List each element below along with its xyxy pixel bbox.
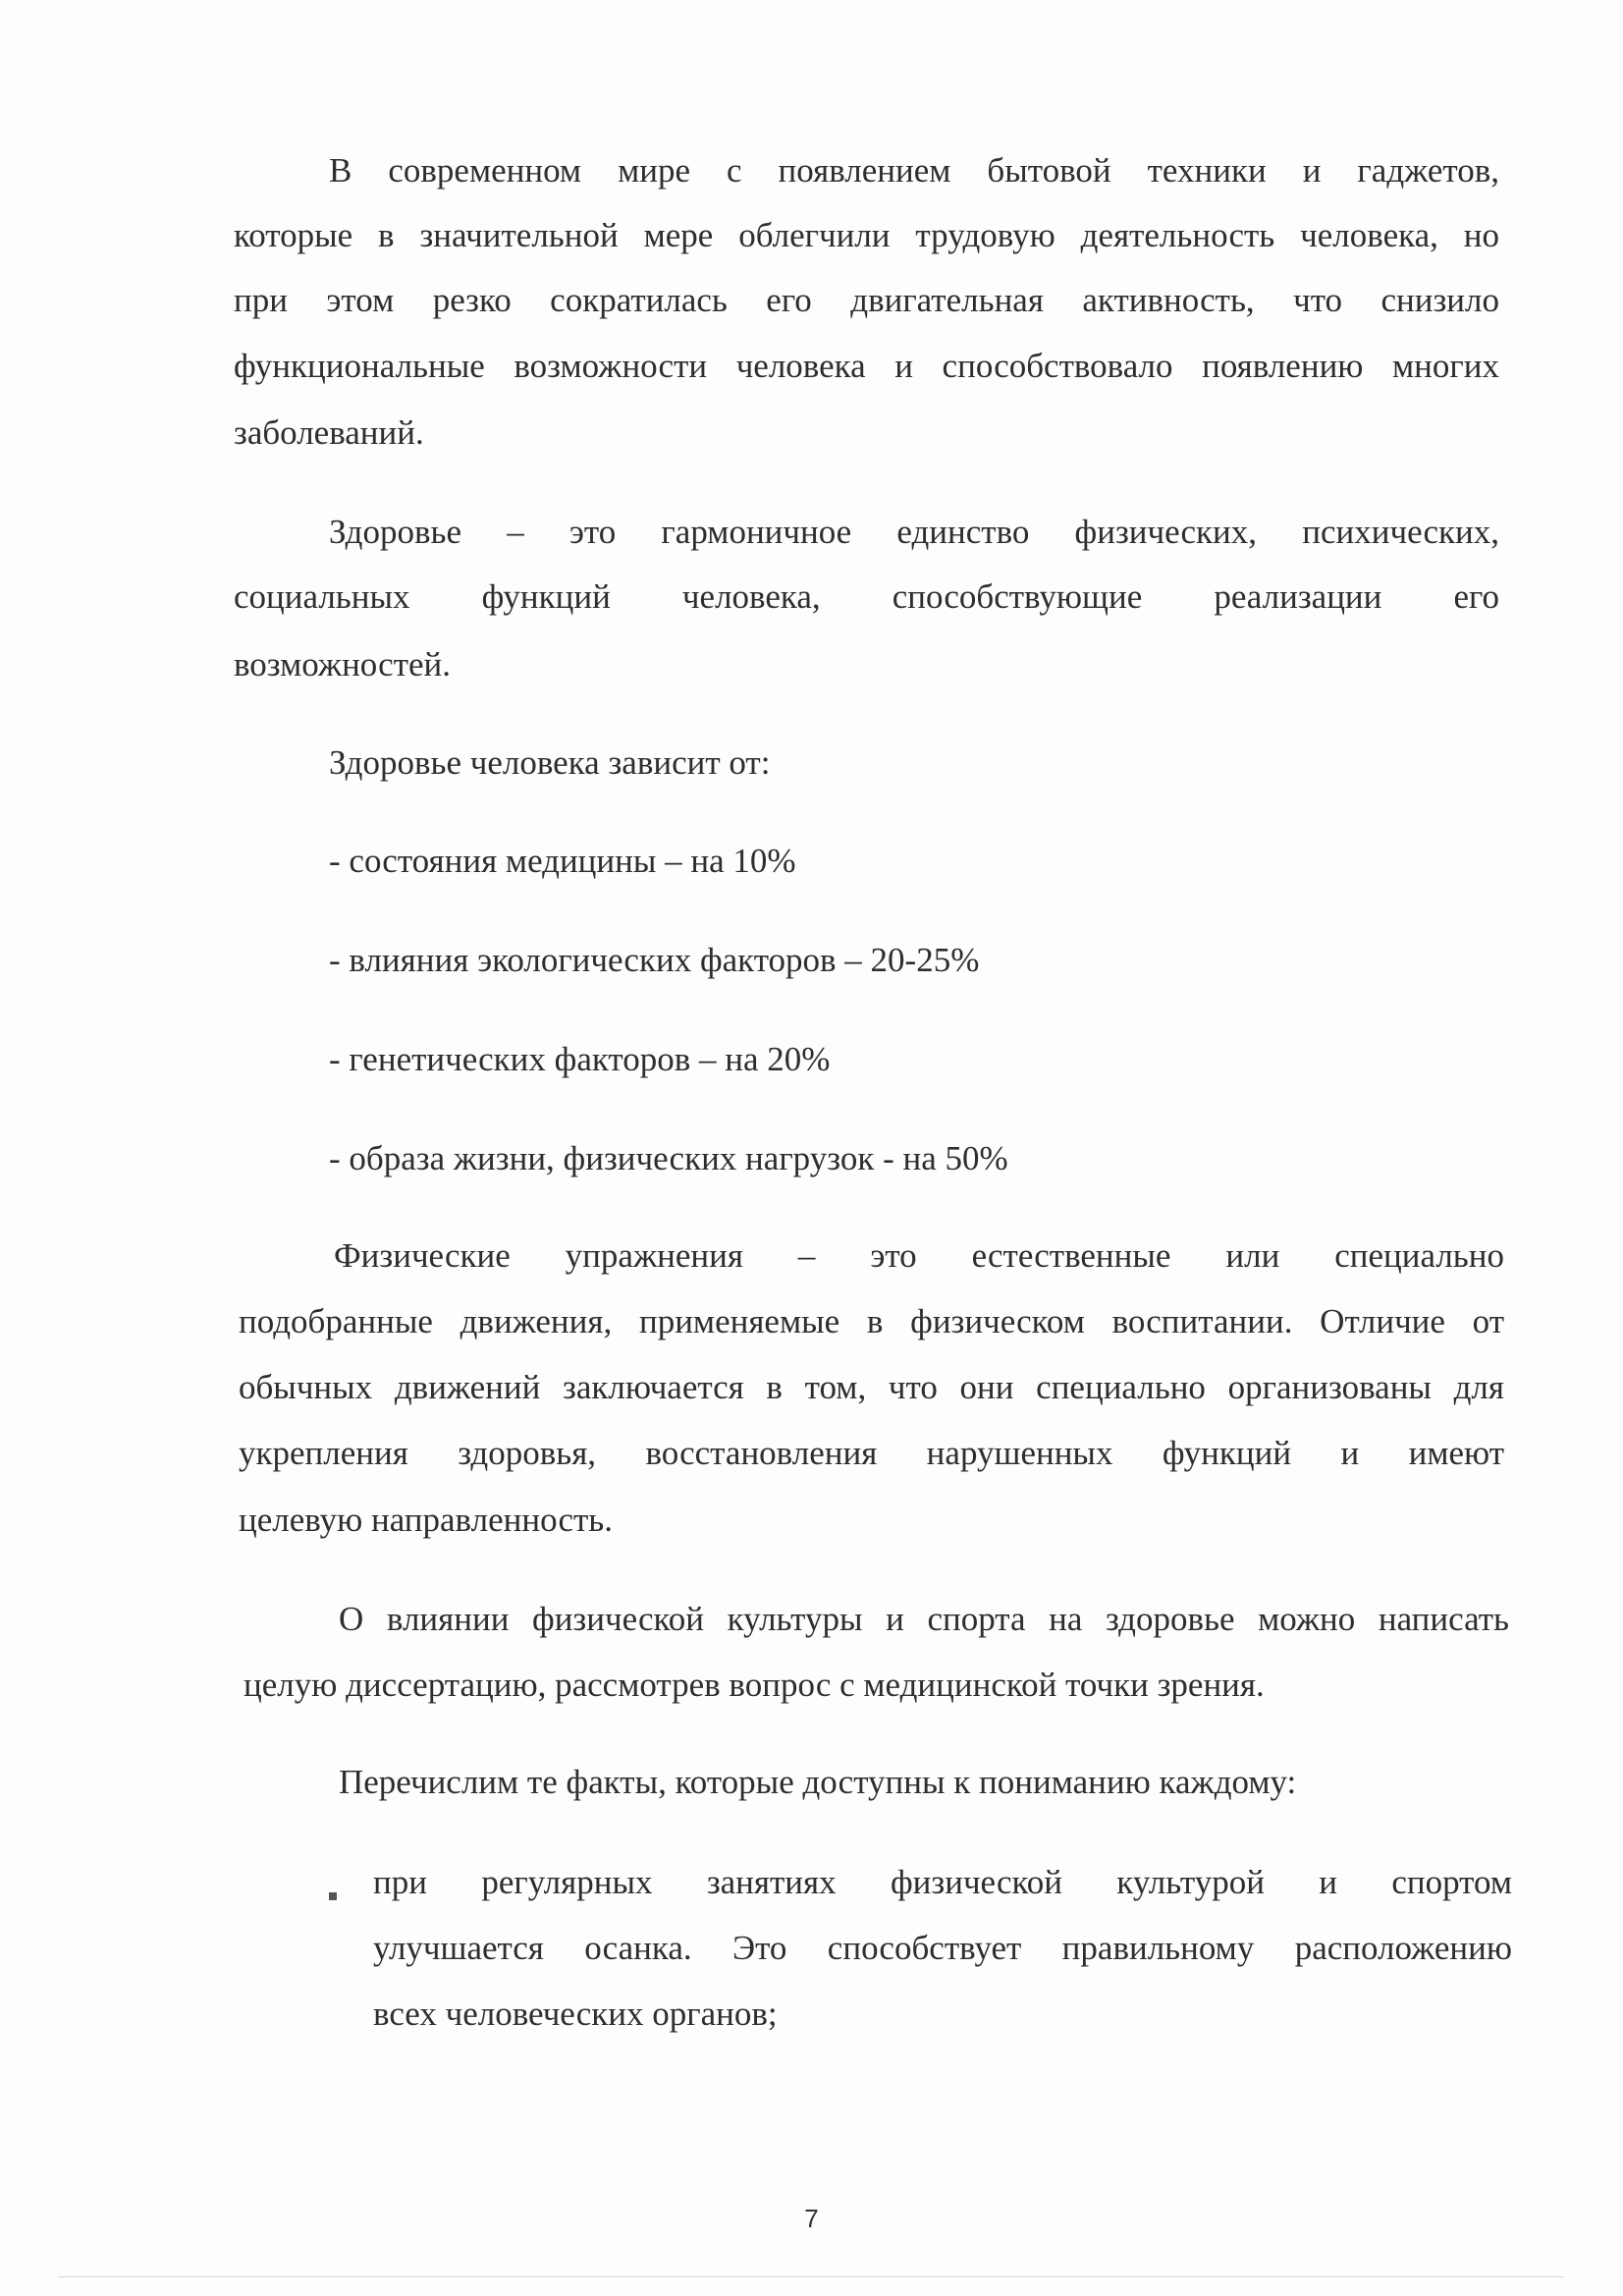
paragraph-4-line-3: обычных движений заключается в том, что они специально организованы для xyxy=(239,1368,1504,1406)
paragraph-5-line-2: целую диссертацию, рассмотрев вопрос с медицинской точки зрения. xyxy=(243,1666,1265,1704)
paragraph-4-line-4: укрепления здоровья, восстановления нарушенных функций и имеют xyxy=(239,1434,1504,1472)
paragraph-2-line-3: возможностей. xyxy=(234,645,452,683)
paragraph-1-line-4: функциональные возможности человека и способствовало появлению многих xyxy=(234,347,1499,385)
bullet-marker xyxy=(329,1892,337,1900)
paragraph-2-line-1: Здоровье – это гармоничное единство физических, психических, xyxy=(329,513,1499,551)
paragraph-4-line-5: целевую направленность. xyxy=(239,1501,614,1539)
paragraph-3: Здоровье человека зависит от: xyxy=(329,743,771,782)
paragraph-1-line-1: В современном мире с появлением бытовой техники и гаджетов, xyxy=(329,151,1499,190)
bullet-1-line-1: при регулярных занятиях физической культурой и спортом xyxy=(373,1863,1512,1901)
paragraph-5-line-1: О влиянии физической культуры и спорта на здоровье можно написать xyxy=(339,1600,1509,1638)
paragraph-1-line-2: которые в значительной мере облегчили трудовую деятельность человека, но xyxy=(234,216,1499,254)
paragraph-1-line-5: заболеваний. xyxy=(234,413,424,452)
paragraph-4-line-2: подобранные движения, применяемые в физическом воспитании. Отличие от xyxy=(239,1302,1504,1340)
factor-item: - состояния медицины – на 10% xyxy=(329,842,796,880)
factor-item: - влияния экологических факторов – 20-25% xyxy=(329,941,980,979)
factor-item: - генетических факторов – на 20% xyxy=(329,1040,831,1078)
paragraph-2-line-2: социальных функций человека, способствующие реализации его xyxy=(234,577,1499,616)
scan-edge-line xyxy=(59,2276,1564,2277)
factor-item: - образа жизни, физических нагрузок - на 50% xyxy=(329,1139,1008,1177)
paragraph-6: Перечислим те факты, которые доступны к пониманию каждому: xyxy=(339,1763,1297,1801)
paragraph-1-line-3: при этом резко сократилась его двигательная активность, что снизило xyxy=(234,281,1499,319)
page-number: 7 xyxy=(804,2204,819,2233)
paragraph-4-line-1: Физические упражнения – это естественные или специально xyxy=(334,1236,1504,1275)
bullet-1-line-2: улучшается осанка. Это способствует правильному расположению xyxy=(373,1929,1512,1967)
bullet-1-line-3: всех человеческих органов; xyxy=(373,1995,778,2033)
